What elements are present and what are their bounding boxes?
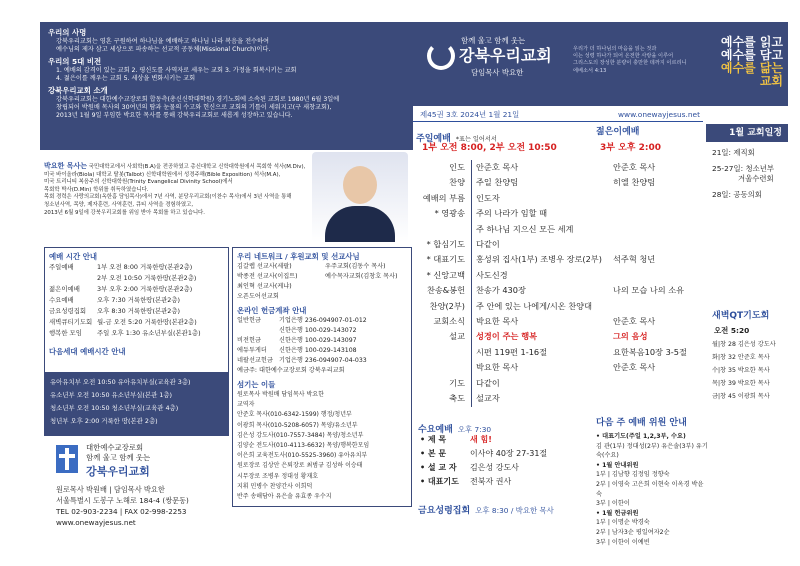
motto-line: 예수를 닮는 [720,61,783,75]
worship-time-row [49,262,224,273]
sunday-young: 그의 음성 [613,331,648,342]
network-title: 우리 네트워크 / 후원교회 및 선교사님 [237,252,360,261]
sunday-main: 주 하나님 지으신 모든 세계 [471,222,607,237]
sunday-item: * 영광송 [434,208,465,219]
sunday-main: 설교자 [471,391,607,406]
pastor-head-icon [343,166,377,204]
pastor-bio-name: 박요한 목사는 [44,162,88,170]
header-church-name: 강북우리교회 [459,46,552,65]
motto-line: 교회 [759,74,783,88]
sunday-item: * 신앙고백 [426,269,465,280]
next-week-line: 3부 | 이한이 [596,500,630,508]
header-banner [413,22,788,106]
pastor-bio [44,163,312,217]
sunday-row [413,391,703,406]
motto-line: 예수를 담고 [720,48,783,62]
vision-line-2: 4. 젊은이를 깨우는 교회 5. 세상을 변화시키는 교회 [56,75,196,83]
contact-denomination: 대한예수교장로회 [86,443,144,452]
network-row [237,262,407,272]
church-logo-icon [427,42,455,70]
wednesday-key: • 제 목 [420,435,447,444]
network-left: 오픈도어선교회 [237,293,279,300]
wednesday-title: 수요예배 [418,425,453,435]
sunday-young: 나의 모습 나의 소유 [613,285,685,296]
wednesday-list [420,433,585,489]
sunday-row [413,314,703,329]
wednesday-value: 전북자 권사 [470,477,512,486]
motto-line: 예수를 읽고 [720,35,783,49]
issue-info: 제45권 3호 2024년 1월 21일 [420,110,520,119]
network-left: 김갈렙 선교사(세팔) [237,263,292,270]
next-week-title: 다음 주 예배 위원 안내 [596,418,687,428]
issue-rule [413,121,703,122]
sunday-row [413,283,703,298]
sunday-order-list [413,160,703,407]
next-week-line: 김 관(1부) 정대성(2부) 유은솔(3부) 유기숙(수요) [596,442,708,460]
sunday-item: 찬송&봉헌 [426,285,465,296]
next-week-line: • 1월 헌금위원 [596,509,639,517]
sunday-main: 박요한 목사 [471,314,607,329]
sunday-main: 안준호 목사 [471,160,607,175]
account-row [237,356,407,366]
next-gen-row: 청소년부 오전 10:50 청소년부실(교육관 4층) [50,404,179,412]
network-row [237,282,407,292]
website-link[interactable]: www.onewayjesus.net [618,110,700,119]
header-verse [573,46,703,75]
qt-title: 새벽QT기도회 [712,311,770,321]
sunday-item: 찬양(2부) [429,300,465,311]
network-box [232,247,412,507]
next-week-line: 1부 | 이명순 박경숙 [596,519,650,527]
sunday-item: * 합심기도 [426,239,465,250]
pastor-bio-line: 청소년사역, 목양, 제자훈련, 사역훈련, 큐티 사역을 경험하였고, [44,201,194,208]
contact-info [56,484,189,528]
sunday-young [607,222,613,237]
worship-name: 새벽큐티기도회 [49,318,93,326]
next-week-line: • 대표기도(주일 1,2,3부, 수요) [596,433,686,440]
wednesday-key: • 설 교 자 [420,463,457,472]
worship-time: 3부 오후 2:00 거룩한땅(본관2층) [97,285,193,293]
wednesday-row [420,461,585,475]
sunday-item: 인도 [449,162,465,172]
sunday-young: 안준호 목사 [613,316,656,327]
pastor-bio-line: 2013년 6월 9일에 강북우리교회를 위임 받아 목회를 하고 있습니다. [44,209,205,216]
account-row [237,326,407,336]
contact-line: TEL 02-903-2234 | FAX 02-998-2253 [56,507,187,516]
sunday-row [413,175,703,190]
network-left: 박종전 선교사(이집트) [237,273,298,280]
sunday-item: 찬양 [449,177,465,188]
sunday-title: 주일예배 [416,134,451,144]
wednesday-time: 오후 7:30 [457,425,492,434]
next-gen-row: 청년부 오후 2:00 거룩한 땅(본관 2층) [50,417,158,425]
account-number: 신한은행 100-029-143108 [279,347,357,354]
sunday-young: 석주혁 청년 [613,254,656,265]
sunday-young [607,268,613,283]
calendar-item: 겨울수련회 [738,174,774,183]
accounts-list [237,316,407,366]
qt-item: 화|창 32 안준호 목사 [712,354,770,361]
network-left: 최인혁 선교사(케냐) [237,283,292,290]
sunday-young [607,376,613,391]
sunday-row [413,222,703,237]
sunday-row [413,252,703,267]
network-right: 우주교회(김동수 목사) [325,263,386,270]
next-week-list [596,432,708,547]
intro-line-1: 강북우리교회는 대한예수교장로회 합동측(총신신학대학원) 경기노회에 소속된 교회로 1980년 6월 3일에 [56,95,340,103]
worship-name: 행복한 모임 [49,329,82,337]
next-week-line: • 1월 안내위원 [596,461,639,469]
pastor-bio-line: 미국 바이올라(Biola) 대학교 탈봇(Talbot) 신학대학원에서 성경주해(Bible Exposition) 석사(M.A), [44,171,281,178]
pastor-body-icon [325,206,395,242]
verse-line: 이는 성령 하나가 되어 온전한 사랑을 이루어 [573,53,674,60]
qt-item: 수|창 35 박요한 목사 [712,367,770,374]
next-gen-row: 유아유치부 오전 10:50 유아유치부실(교육관 3층) [50,378,191,386]
next-gen-row: 유소년부 오전 10:50 유소년부실(본관 1층) [50,391,173,399]
sunday-row [413,329,703,344]
intro-title: 강북우리교회 소개 [48,85,108,95]
worship-time: 2부 오전 10:50 거룩한땅(본관2층) [97,274,197,282]
sunday-main: 찬송가 430장 [471,283,607,298]
sunday-row [413,299,703,314]
sunday-main: 시편 119편 1-16절 [471,345,607,360]
sunday-row [413,237,703,252]
sunday-row [413,376,703,391]
contact-line: 원로목사 박원배 | 담임목사 박요한 [56,485,165,494]
sunday-item: 기도 [449,377,465,388]
worship-time: 주일 오후 1:30 유소년부실(본관1층) [97,329,201,337]
sunday-young: 요한복음10장 3-5절 [613,346,687,357]
contact-website[interactable]: www.onewayjesus.net [56,518,136,527]
worship-name: 금요성령집회 [49,307,87,315]
staff-list [237,390,407,502]
pastor-bio-line: 목회학 박사(D.Min) 학위를 취득하였습니다. [44,186,149,193]
contact-slogan: 함께 울고 함께 웃는 [86,453,151,462]
account-number: 기업은행 236-094907-01-012 [279,317,367,324]
worship-time-row [49,284,224,295]
sunday-main: 주의 나라가 임할 때 [471,206,607,221]
sunday-item: 설교 [449,331,465,342]
calendar-header: 1월 교회일정 [706,124,788,142]
worship-name [49,273,97,284]
staff-line: 안준호 목사(010-6342-1599) 행정/청년부 [237,411,352,419]
vision-line-1: 1. 예배의 감격이 있는 교회 2. 평신도를 사역자로 세우는 교회 3. 가정을 회복시키는 교회 [56,66,297,74]
young-time: 3부 오후 2:00 [600,143,661,153]
sunday-main: 주 안에 있는 나에게/시온 찬양대 [471,299,607,314]
sunday-young [607,391,613,406]
worship-time: 월-금 오전 5:20 거룩한땅(본관2층) [97,318,197,326]
calendar-list [712,148,788,200]
next-week-line: 2부 | 남자3순 평일여자2순 [596,528,670,536]
mission-panel [40,22,413,150]
sunday-row [413,191,703,206]
intro-line-3: 2013년 1월 9일 부임한 박요한 목사를 통해 강북우리교회로 새롭게 성장하고 있습니다. [56,112,293,120]
pastor-bio-line: 국민대학교에서 사회학(B.A)을 전공하였고 총신대학교 신학대학원에서 목회학 석사(M.Div), [88,164,306,170]
sunday-main: 성경이 주는 행복 [471,329,607,344]
sunday-main: 주일 찬양팀 [471,175,607,190]
young-title: 젊은이예배 [596,127,640,137]
friday-time: 오후 8:30 / 박요한 목사 [475,506,554,515]
staff-line: 반주 송해담아 유은솔 유효종 우수지 [237,493,332,501]
sunday-row [413,160,703,175]
sunday-row [413,268,703,283]
sunday-times: 1부 오전 8:00, 2부 오전 10:50 [422,143,557,153]
sunday-young [607,299,613,314]
worship-times-list [49,262,224,339]
worship-name: 수요예배 [49,296,74,304]
verse-line: 그리스도의 장성한 분량이 충만한 데까지 이르리니 [573,60,687,67]
sunday-item [413,360,471,375]
pastor-bio-line: 목회 경력은 사랑의교회(옥한흠 담임목사)에서 7년 사역, 분당우리교회(이찬수 목사)에서 3년 사역을 통해 [44,194,292,201]
account-number: 신한은행 100-029-143072 [279,327,357,334]
pastor-bio-line: 미국 트리니티 복음주의 신학대학원(Trinity Evangelical Divinity School)에서 [44,179,233,186]
worship-time: 1부 오전 8:00 거룩한땅(본관2층) [97,263,193,271]
sunday-row [413,360,703,375]
qt-item: 월|창 28 김은성 강도사 [712,341,776,348]
pastor-photo [312,152,408,242]
next-week-line: 2부 | 이영숙 고은희 이현숙 이옥경 박윤숙 [596,480,704,498]
qt-time: 오전 5:20 [714,326,750,335]
worship-time: 오후 7:30 거룩한땅(본관2층) [97,296,181,304]
staff-line: 원로목사 박원배 담임목사 박요한 [237,391,324,398]
staff-line: 시무장로 조병우 정대성 황재호 [237,472,319,480]
worship-time-row [49,317,224,328]
wednesday-key: • 대표기도 [420,477,459,486]
wednesday-row [420,433,585,447]
header-slogan: 함께 울고 함께 웃는 [461,36,526,45]
sunday-young [607,237,613,252]
account-row [237,346,407,356]
header-pastor: 담임목사 박요한 [471,68,524,77]
sunday-row [413,345,703,360]
calendar-item: 25-27일: 청소년부 [712,164,775,173]
sunday-item: * 대표기도 [426,254,465,265]
worship-time-row [49,306,224,317]
sunday-young [607,206,613,221]
intro-line-2: 창립되어 박원배 목사의 30여년의 땀과 눈물의 수고와 헌신으로 교회의 기틀이 세워지고(구 새창교회), [56,104,332,112]
next-gen-title: 다음세대 예배시간 안내 [49,347,126,356]
worship-time-row [49,295,224,306]
accounts-holder: 예금주: 대한예수교장로회 강북우리교회 [237,367,345,374]
qt-item: 금|창 45 이광희 목사 [712,393,770,400]
account-kind: 네팔선교헌금 [237,357,273,364]
worship-name: 젊은이예배 [49,285,80,293]
wednesday-value: 이사야 40장 27-31절 [470,449,548,458]
staff-line: 지휘 민병수 찬양간사 이희덕 [237,482,313,490]
sunday-main: 박요한 목사 [471,360,607,375]
sunday-item: 예배의 부름 [422,192,465,203]
network-row [237,292,407,302]
worship-times-title: 예배 시간 안내 [49,252,97,261]
sunday-row [413,206,703,221]
sunday-main: 사도신경 [471,268,607,283]
verse-line: 에베소서 4:13 [573,67,607,74]
wednesday-row [420,475,585,489]
staff-line: 김양순 전도사(010-4113-6632) 목양/행복한모임 [237,442,370,450]
account-number: 신한은행 100-029-143097 [279,337,357,344]
motto-block [707,36,783,88]
mission-line-1: 강북우리교회는 영혼 구원하여 하나님을 예배하고 하나님 나라 복음을 전수하여 [56,38,269,45]
accounts-title: 온라인 헌금계좌 안내 [237,306,307,315]
sunday-main: 다같이 [471,376,607,391]
sunday-main: 홍성위 집사(1부) 조병우 장로(2부) [471,252,607,267]
staff-line: 원로장로 김상안 은퇴장로 최범규 김성하 이승태 [237,462,363,470]
next-week-line: 3부 | 이한이 이예빈 [596,538,650,546]
network-row [237,272,407,282]
qt-list [712,338,788,403]
sunday-young [607,191,613,206]
worship-time: 오후 8:30 거룩한땅(본관2층) [97,307,181,315]
sunday-young: 안준호 목사 [613,362,656,373]
vision-title: 우리의 5대 비전 [48,56,102,66]
staff-line: 김은성 강도사(010-7557-3484) 목양/청소년부 [237,431,364,439]
wednesday-value: 새 힘! [470,435,492,444]
staff-line: 이광희 목사(010-5208-6057) 목양/유소년부 [237,421,358,429]
contact-logo-icon [56,445,78,473]
contact-church-name: 강북우리교회 [86,465,150,478]
sunday-main: 다같이 [471,237,607,252]
sunday-item [413,345,471,360]
wednesday-row [420,447,585,461]
worship-time-row [49,328,224,339]
account-kind: 비전헌금 [237,337,261,344]
qt-item: 목|창 39 박요한 목사 [712,380,770,387]
account-number: 기업은행 236-094907-04-033 [279,357,367,364]
sunday-item [413,222,471,237]
calendar-item: 28일: 공동의회 [712,190,762,199]
sunday-item: 축도 [449,393,465,404]
account-kind [237,326,279,336]
account-kind: 일반헌금 [237,317,261,324]
next-gen-box [44,372,229,436]
friday-title: 금요성령집회 [418,506,471,516]
sunday-item: 교회소식 [433,316,465,327]
sunday-main: 인도자 [471,191,607,206]
friday-row [418,498,554,517]
network-list [237,262,407,302]
wednesday-key: • 본 문 [420,449,447,458]
sunday-note: *표는 일어서서 [455,136,497,143]
staff-title: 섬기는 이들 [237,380,276,389]
sunday-young: 히엘 찬양팀 [613,177,656,188]
account-row [237,316,407,326]
worship-time-row [49,273,224,284]
account-kind: 에듀투게더 [237,347,267,354]
mission-title: 우리의 사명 [48,28,87,37]
sunday-young: 안준호 목사 [613,162,656,172]
contact-line: 서울특별시 도봉구 노해로 184-4 (쌍문동) [56,496,189,505]
staff-line: 교역자 [237,401,255,409]
mission-line-2: 예수님의 제자 삼고 세상으로 파송하는 선교적 공동체(Missional Church)이다. [56,46,271,54]
wednesday-value: 김은성 강도사 [470,463,519,472]
next-week-line: 1부 | 김남향 김정임 정향숙 [596,471,670,479]
network-right: 예수목자교회(김창호 목사) [325,273,398,280]
worship-name: 주일예배 [49,263,74,271]
staff-line: 이은희 교육전도사(010-5525-3960) 유아유치부 [237,452,368,460]
account-row [237,336,407,346]
verse-line: 우리가 더 하나님의 마음을 읽는 것과 [573,46,657,52]
calendar-item: 21일: 제직회 [712,148,755,157]
